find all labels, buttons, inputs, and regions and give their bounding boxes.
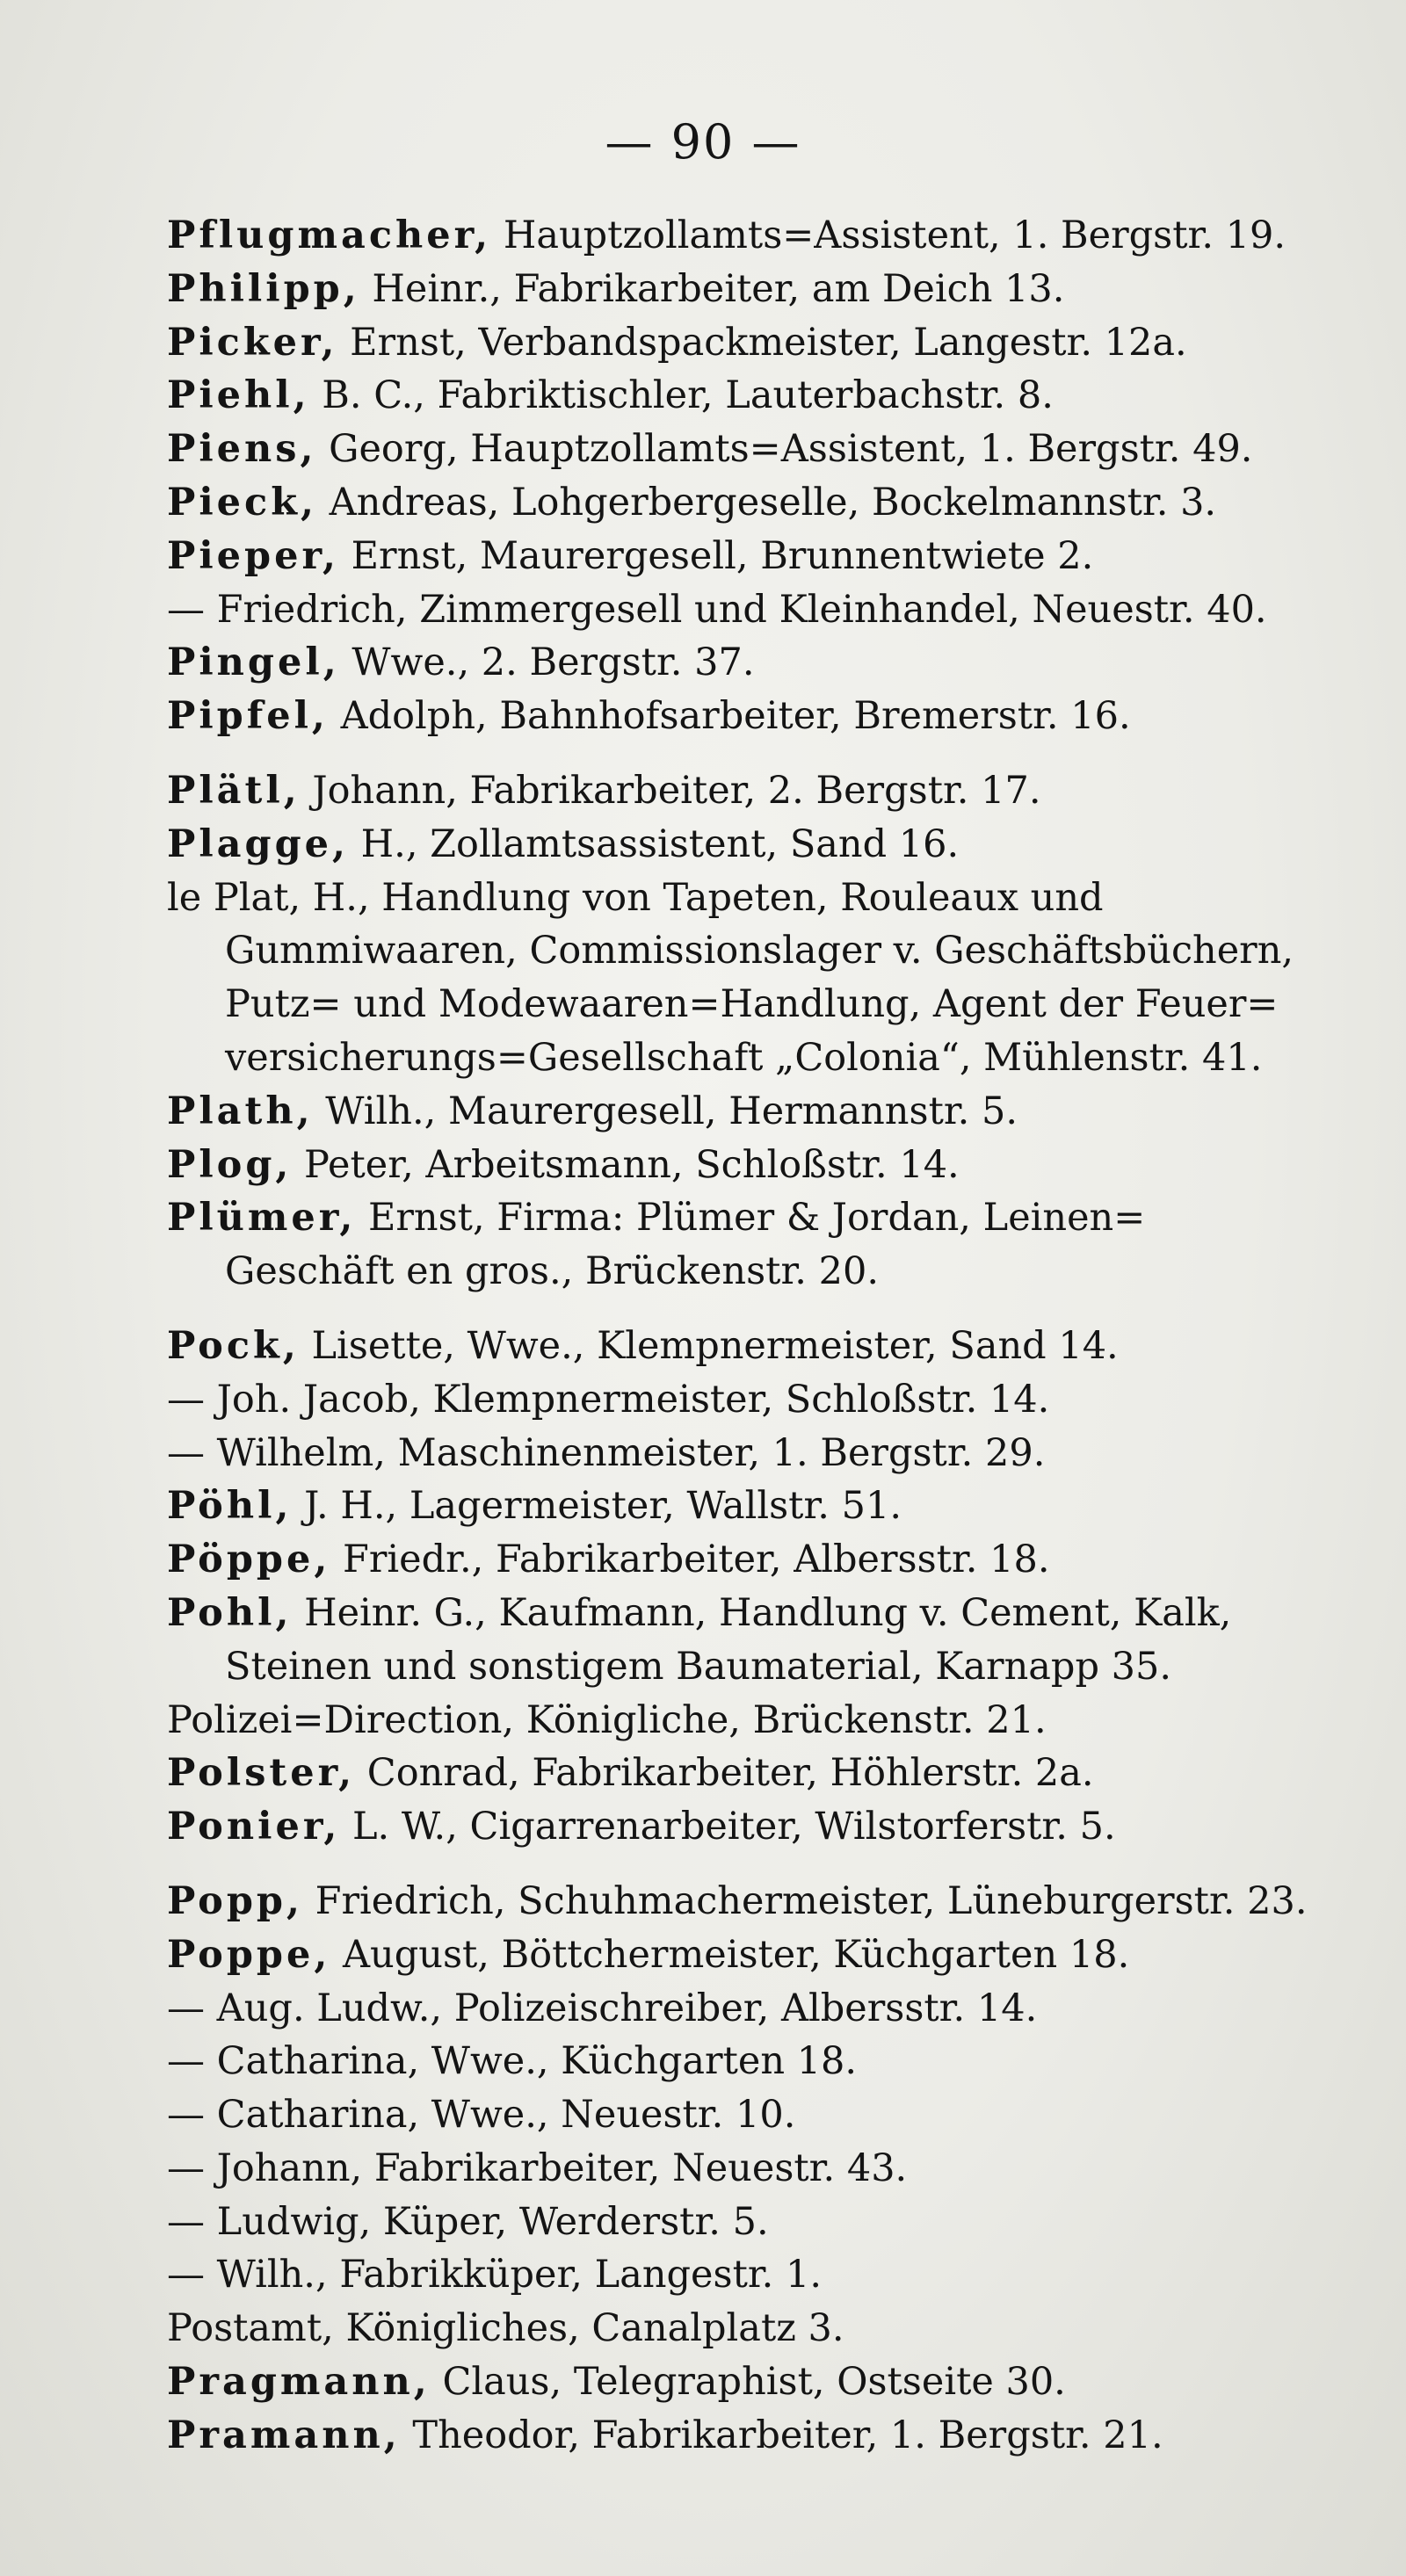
entry-pock: Pock, Lisette, Wwe., Klempnermeister, Sand 14. [167,1323,1119,1368]
entry-pock-joh-jacob: — Joh. Jacob, Klempnermeister, Schloßstr. 14. [167,1377,1050,1422]
entry-le-plat-cont-3: versicherungs=Gesellschaft „Colonia“, Mühlenstr. 41. [225,1035,1263,1080]
entry-pieck: Pieck, Andreas, Lohgerbergeselle, Bockelmannstr. 3. [167,480,1217,525]
entry-poppe-catharina-2: — Catharina, Wwe., Neuestr. 10. [167,2093,796,2138]
entry-pragmann: Pragmann, Claus, Telegraphist, Ostseite 30. [167,2360,1066,2405]
entry-le-plat: le Plat, H., Handlung von Tapeten, Rouleaux und [167,875,1104,920]
entry-poppe: Poppe, August, Böttchermeister, Küchgarten 18. [167,1932,1130,1977]
entry-plog: Plog, Peter, Arbeitsmann, Schloßstr. 14. [167,1142,960,1187]
entry-pieper-friedrich: — Friedrich, Zimmergesell und Kleinhandel, Neuestr. 40. [167,587,1267,632]
entry-pipfel: Pipfel, Adolph, Bahnhofsarbeiter, Bremerstr. 16. [167,694,1131,739]
entry-poppe-wilh: — Wilh., Fabrikküper, Langestr. 1. [167,2253,823,2297]
entry-le-plat-cont-1: Gummiwaaren, Commissionslager v. Geschäftsbüchern, [225,929,1294,973]
entry-picker: Picker, Ernst, Verbandspackmeister, Langestr. 12a. [167,320,1187,365]
entry-pohl: Pohl, Heinr. G., Kaufmann, Handlung v. Cement, Kalk, [167,1590,1232,1635]
entry-pflugmacher: Pflugmacher, Hauptzollamts=Assistent, 1. Bergstr. 19. [167,213,1286,257]
entry-piehl: Piehl, B. C., Fabriktischler, Lauterbachstr. 8. [167,373,1054,418]
entry-polizei-direction: Polizei=Direction, Königliche, Brückenstr. 21. [167,1697,1047,1742]
entry-poehl: Pöhl, J. H., Lagermeister, Wallstr. 51. [167,1484,902,1529]
entry-postamt: Postamt, Königliches, Canalplatz 3. [167,2306,844,2351]
directory-entries [167,209,1308,2463]
entry-pluemer: Plümer, Ernst, Firma: Plümer & Jordan, Leinen= [167,1196,1146,1241]
entry-plagge: Plagge, H., Zollamtsassistent, Sand 16. [167,821,960,866]
page-number-header: — 90 — [605,114,801,170]
entry-pingel: Pingel, Wwe., 2. Bergstr. 37. [167,640,755,685]
entry-ponier: Ponier, L. W., Cigarrenarbeiter, Wilstorferstr. 5. [167,1805,1116,1849]
entry-pock-wilhelm: — Wilhelm, Maschinenmeister, 1. Bergstr. 29. [167,1430,1046,1475]
entry-pieper: Pieper, Ernst, Maurergesell, Brunnentwiete 2. [167,533,1094,578]
entry-poppe-catharina-1: — Catharina, Wwe., Küchgarten 18. [167,2039,858,2084]
entry-pluemer-cont: Geschäft en gros., Brückenstr. 20. [225,1249,880,1294]
entry-philipp: Philipp, Heinr., Fabrikarbeiter, am Deich 13. [167,266,1065,311]
entry-plath: Plath, Wilh., Maurergesell, Hermannstr. 5. [167,1089,1018,1133]
entry-poppe-ludwig: — Ludwig, Küper, Werderstr. 5. [167,2199,769,2244]
entry-le-plat-cont-2: Putz= und Modewaaren=Handlung, Agent der Feuer= [225,982,1279,1027]
entry-plaetl: Plätl, Johann, Fabrikarbeiter, 2. Bergstr. 17. [167,768,1041,813]
entry-poeppe: Pöppe, Friedr., Fabrikarbeiter, Albersstr. 18. [167,1538,1050,1582]
entry-poppe-johann: — Johann, Fabrikarbeiter, Neuestr. 43. [167,2145,908,2190]
entry-polster: Polster, Conrad, Fabrikarbeiter, Höhlerstr. 2a. [167,1751,1094,1796]
entry-popp: Popp, Friedrich, Schuhmachermeister, Lüneburgerstr. 23. [167,1878,1308,1923]
entry-pohl-cont: Steinen und sonstigem Baumaterial, Karnapp 35. [225,1644,1172,1689]
entry-piens: Piens, Georg, Hauptzollamts=Assistent, 1. Bergstr. 49. [167,427,1253,472]
entry-pramann: Pramann, Theodor, Fabrikarbeiter, 1. Bergstr. 21. [167,2413,1163,2457]
entry-poppe-aug-ludw: — Aug. Ludw., Polizeischreiber, Albersstr. 14. [167,1986,1038,2030]
